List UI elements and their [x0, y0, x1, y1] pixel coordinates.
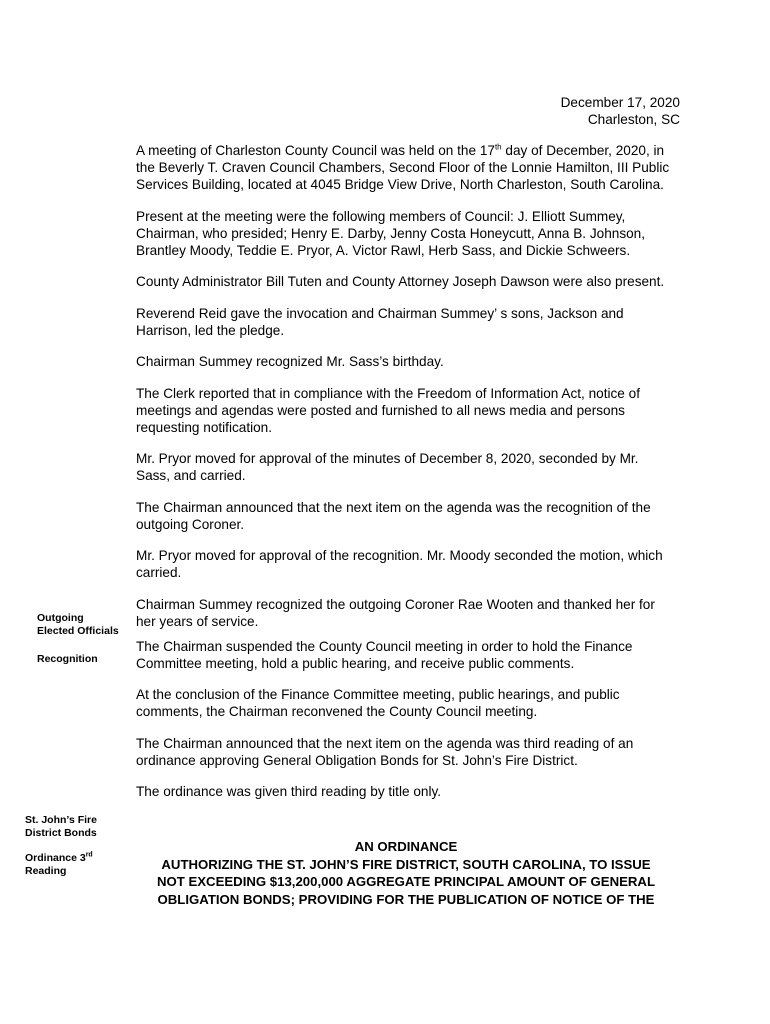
paragraph-bonds-item: The Chairman announced that the next item on the agenda was third reading of an ordinance approving General Obligation Bonds for St. John’s Fire District. [136, 735, 634, 768]
ordinance-line-2: NOT EXCEEDING $13,200,000 AGGREGATE PRINCIPAL AMOUNT OF GENERAL [156, 874, 656, 889]
margin-note-ordinance-reading: Ordinance 3rd Reading [25, 851, 93, 877]
meeting-date: December 17, 2020 [560, 95, 680, 110]
paragraph-invocation: Reverend Reid gave the invocation and Chairman Summey’ s sons, Jackson and Harrison, led the pledge. [136, 305, 624, 338]
minutes-body [136, 142, 676, 815]
paragraph-coroner-recognized: Chairman Summey recognized the outgoing Coroner Rae Wooten and thanked her for her years of service. [136, 596, 655, 629]
paragraph-administrator-present: County Administrator Bill Tuten and County Attorney Joseph Dawson were also present. [136, 274, 665, 289]
paragraph-members-present: Present at the meeting were the following members of Council: J. Elliott Summey, Chairman, who presided; Henry E. Darby, Jenny Costa Honeycutt, Anna B. Johnson, Brantley Moody, Teddie E. Pryor, A. Victor Rawl, Herb Sass, and Dickie Schweers. [136, 208, 646, 258]
margin-note-outgoing-officials: Outgoing Elected Officials [37, 612, 119, 637]
ordinance-line-1: AUTHORIZING THE ST. JOHN’S FIRE DISTRICT, SOUTH CAROLINA, TO ISSUE [161, 856, 651, 872]
ordinance-heading [136, 838, 676, 908]
ordinance-line-3: OBLIGATION BONDS; PROVIDING FOR THE PUBLICATION OF NOTICE OF THE [157, 891, 655, 907]
margin-note-recognition: Recognition [37, 653, 98, 665]
ordinance-title: AN ORDINANCE [354, 839, 458, 854]
document-header [561, 94, 680, 128]
paragraph-meeting-suspended: The Chairman suspended the County Council meeting in order to hold the Finance Committee meeting, hold a public hearing, and receive public comments. [136, 638, 633, 671]
paragraph-third-reading: The ordinance was given third reading by title only. [136, 784, 442, 799]
meeting-location: Charleston, SC [587, 112, 680, 127]
paragraph-meeting-reconvened: At the conclusion of the Finance Committee meeting, public hearings, and public comments, the Chairman reconvened the County Council meeting. [136, 687, 620, 719]
paragraph-recognition-motion: Mr. Pryor moved for approval of the recognition. Mr. Moody seconded the motion, which carried. [136, 548, 663, 580]
paragraph-birthday: Chairman Summey recognized Mr. Sass’s birthday. [136, 354, 444, 369]
paragraph-recognition-item: The Chairman announced that the next item on the agenda was the recognition of the outgoing Coroner. [136, 499, 651, 532]
margin-note-fire-district-bonds: St. John’s Fire District Bonds [25, 814, 97, 839]
paragraph-minutes-approval: Mr. Pryor moved for approval of the minutes of December 8, 2020, seconded by Mr. Sass, and carried. [136, 451, 639, 483]
paragraph-meeting-held: A meeting of Charleston County Council was held on the 17th day of December, 2020, in the Beverly T. Craven Council Chambers, Second Floor of the Lonnie Hamilton, III Public Services Building, located at 4045 Bridge View Drive, North Charleston, South Carolina. [136, 142, 670, 192]
paragraph-foia: The Clerk reported that in compliance with the Freedom of Information Act, notice of meetings and agendas were posted and furnished to all news media and persons requesting notification. [136, 385, 640, 435]
